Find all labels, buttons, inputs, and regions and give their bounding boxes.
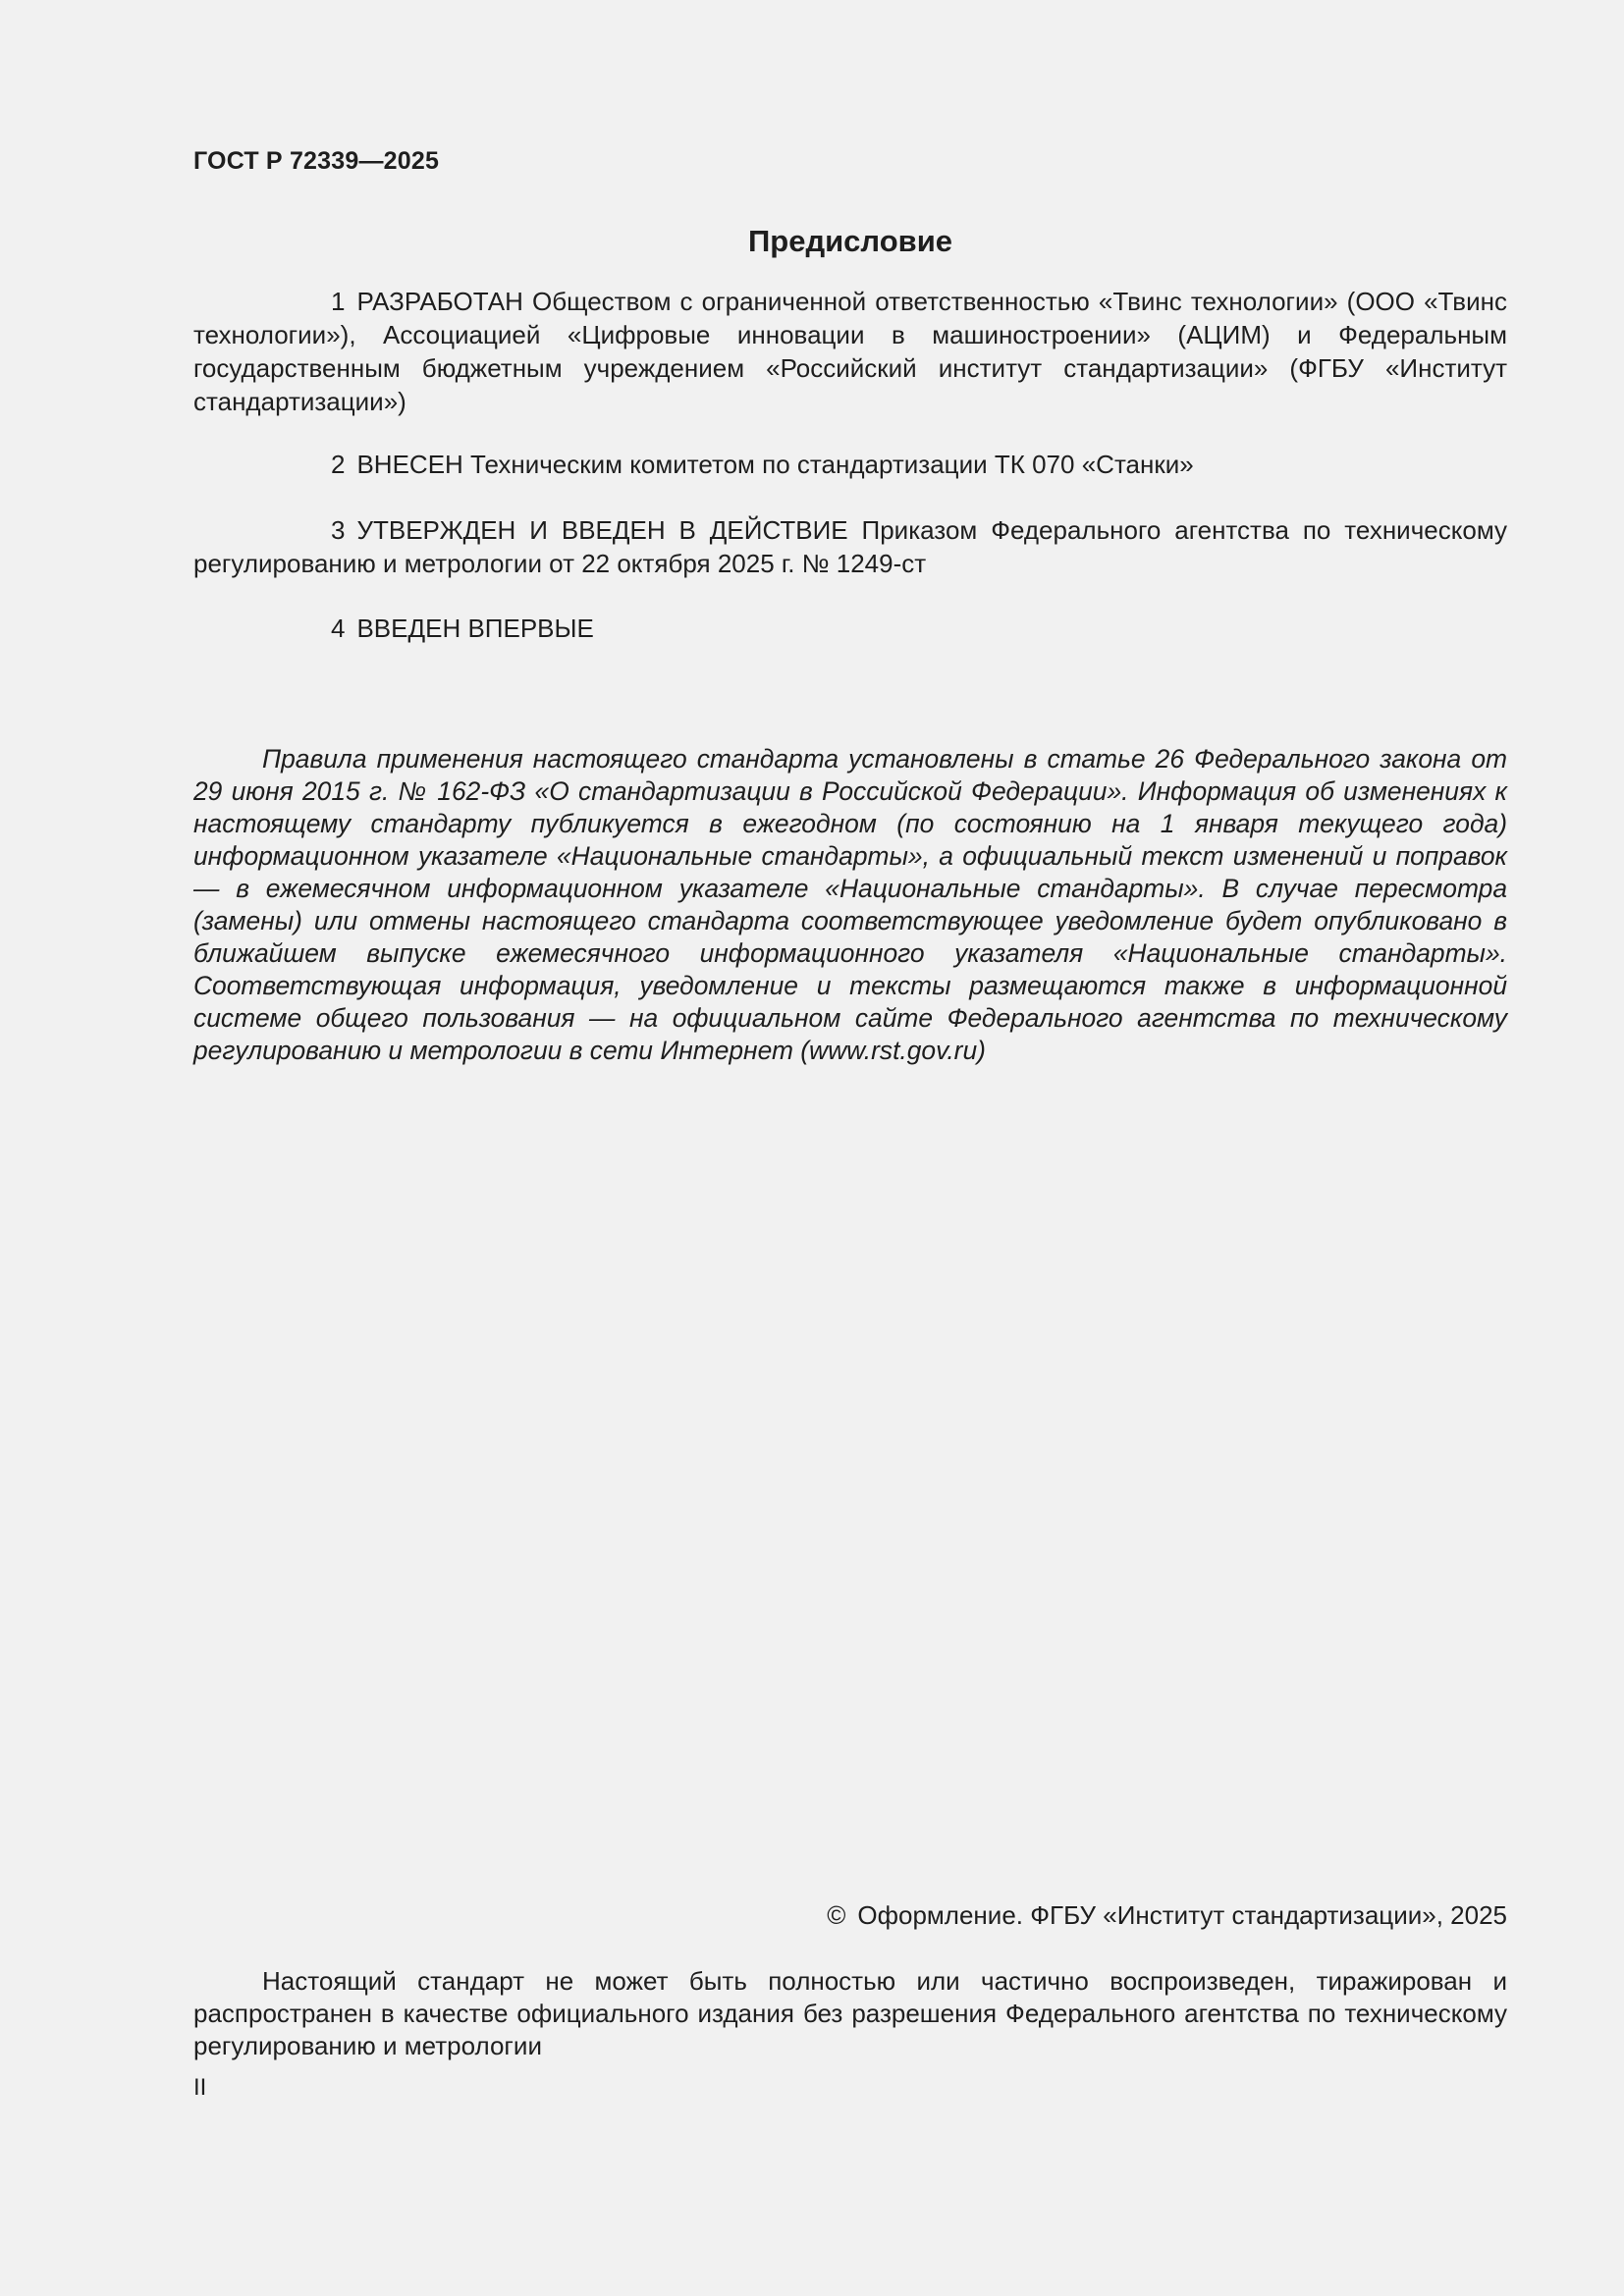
foreword-item-4 <box>193 612 1507 645</box>
foreword-item-1 <box>193 285 1507 418</box>
page-number: II <box>193 2074 207 2101</box>
item-number: 4 <box>331 614 346 643</box>
reproduction-notice: Настоящий стандарт не может быть полностью или частично воспроизведен, тиражирован и распространен в качестве официального издания без разрешения Федерального агентства по техническому регулированию и метрологии <box>193 1966 1507 2060</box>
foreword-item-3 <box>193 513 1507 580</box>
item-text: ВВЕДЕН ВПЕРВЫЕ <box>356 614 594 643</box>
item-number: 3 <box>331 515 346 545</box>
item-number: 1 <box>331 287 346 316</box>
copyright-line <box>193 1898 1507 1932</box>
item-text: УТВЕРЖДЕН И ВВЕДЕН В ДЕЙСТВИЕ Приказом Федерального агентства по техническому регулированию и метрологии от 22 октября 2025 г. № 1249-ст <box>193 515 1507 578</box>
foreword-item-2 <box>193 448 1507 481</box>
application-rules-note: Правила применения настоящего стандарта установлены в статье 26 Федерального закона от 29 июня 2015 г. № 162-ФЗ «О стандартизации в Российской Федерации». Информация об изменениях к настоящему стандарту публикуется в ежегодном (по состоянию на 1 января текущего года) информационном указателе «Национальные стандарты», а официальный текст изменений и поправок — в ежемесячном информационном указателе «Национальные стандарты». В случае пересмотра (замены) или отмены настоящего стандарта соответствующее уведомление будет опубликовано в ближайшем выпуске ежемесячного информационного указателя «Национальные стандарты». Соответствующая информация, уведомление и тексты размещаются также в информационной системе общего пользования — на официальном сайте Федерального агентства по техническому регулированию и метрологии в сети Интернет (www.rst.gov.ru) <box>193 744 1507 1065</box>
item-number: 2 <box>331 450 346 479</box>
section-title: Предисловие <box>747 224 952 258</box>
item-text: ВНЕСЕН Техническим комитетом по стандартизации ТК 070 «Станки» <box>356 450 1194 479</box>
copyright-icon: © <box>827 1900 846 1930</box>
item-text: РАЗРАБОТАН Обществом с ограниченной ответственностью «Твинс технологии» (ООО «Твинс технологии»), Ассоциацией «Цифровые инновации в машиностроении» (АЦИМ) и Федеральным государственным бюджетным учреждением «Российский институт стандартизации» (ФГБУ «Институт стандартизации») <box>193 287 1507 416</box>
document-code: ГОСТ Р 72339—2025 <box>193 147 440 175</box>
copyright-text: Оформление. ФГБУ «Институт стандартизации», 2025 <box>857 1900 1507 1930</box>
